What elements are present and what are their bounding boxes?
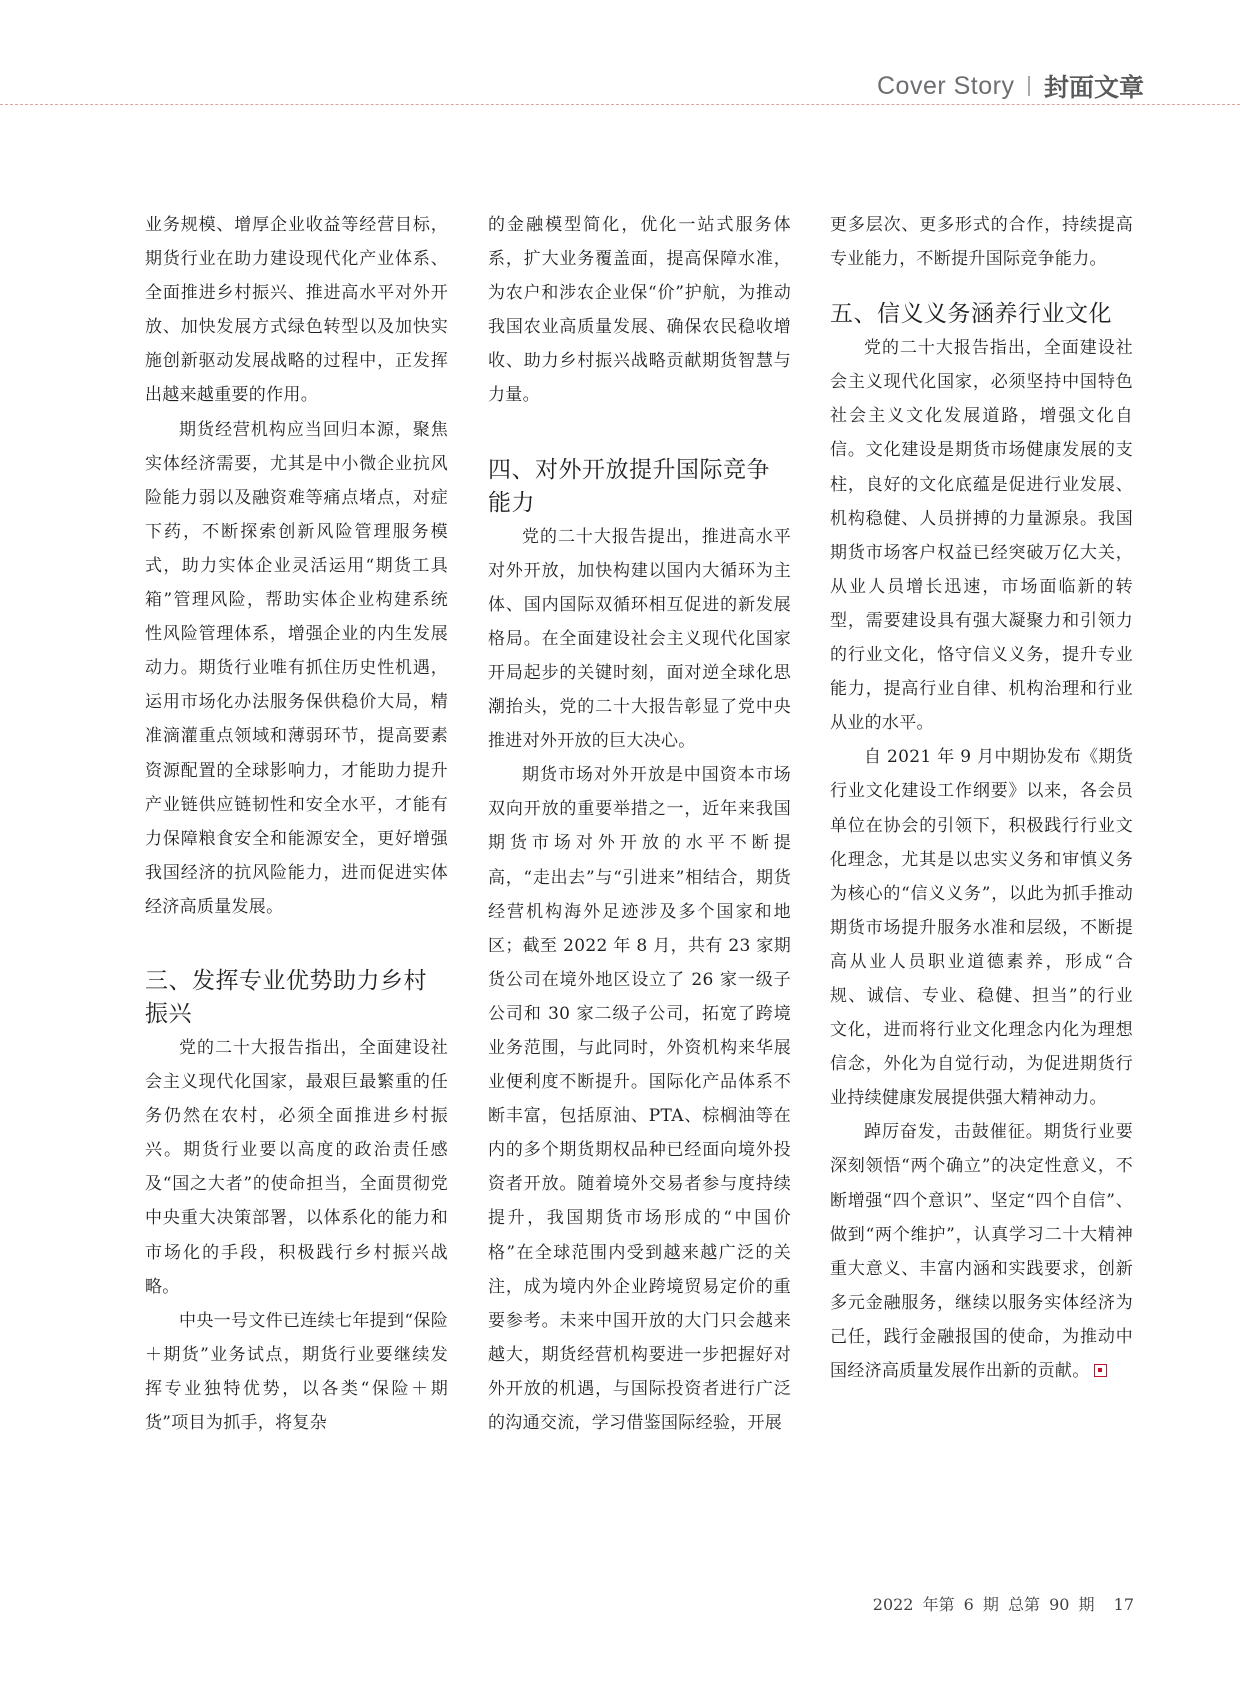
section-heading-4: 四、对外开放提升国际竞争能力 xyxy=(488,456,770,516)
section-heading-3: 三、发挥专业优势助力乡村振兴 xyxy=(145,967,427,1027)
section-label-en: Cover Story xyxy=(877,71,1015,100)
paragraph: 期货市场对外开放是中国资本市场双向开放的重要举措之一，近年来我国期货市场对外开放的水平不断提高，“走出去”与“引进来”相结合，期货经营机构海外足迹涉及多个国家和地区；截至 2022 年 8 月，共有 23 家期货公司在境外地区设立了 26 家一级子公司和 30 家二级子公司，拓宽了跨境业务范围，与此同时，外资机构来华展业便利度不断提升。国际化产品体系不断丰富，包括原油、PTA、棕榈油等在内的多个期货期权品种已经面向境外投资者开放。随着境外交易者参与度持续提升，我国期货市场形成的“中国价格”在全球范围内受到越来越广泛的关注，成为境内外企业跨境贸易定价的重要参考。未来中国开放的大门只会越来越大，期货经营机构要进一步把握好对外开放的机遇，与国际投资者进行广泛的沟通交流，学习借鉴国际经验，开展 xyxy=(488,765,791,1433)
paragraph: 业务规模、增厚企业收益等经营目标，期货行业在助力建设现代化产业体系、全面推进乡村振兴、推进高水平对外开放、加快发展方式绿色转型以及加快实施创新驱动发展战略的过程中，正发挥出越来越重要的作用。 xyxy=(145,215,448,406)
paragraph: 的金融模型简化，优化一站式服务体系，扩大业务覆盖面，提高保障水准，为农户和涉农企业保“价”护航，为推动我国农业高质量发展、确保农民稳收增收、助力乡村振兴战略贡献期货智慧与力量。 xyxy=(488,215,791,406)
page-number: 17 xyxy=(1113,1595,1134,1614)
paragraph: 期货经营机构应当回归本源，聚焦实体经济需要，尤其是中小微企业抗风险能力弱以及融资难等痛点堵点，对症下药，不断探索创新风险管理服务模式，助力实体企业灵活运用“期货工具箱”管理风险，帮助实体企业构建系统性风险管理体系，增强企业的内生发展动力。期货行业唯有抓住历史性机遇，运用市场化办法服务保供稳价大局，精准滴灌重点领域和薄弱环节，提高要素资源配置的全球影响力，才能助力提升产业链供应链韧性和安全水平，才能有力保障粮食安全和能源安全，更好增强我国经济的抗风险能力，进而促进实体经济高质量发展。 xyxy=(145,419,448,917)
section-label-zh: 封面文章 xyxy=(1043,73,1144,102)
text-column-2 xyxy=(488,208,791,1440)
paragraph: 党的二十大报告提出，推进高水平对外开放，加快构建以国内大循环为主体、国内国际双循环相互促进的新发展格局。在全面建设社会主义现代化国家开局起步的关键时刻，面对逆全球化思潮抬头，党的二十大报告彰显了党中央推进对外开放的巨大决心。 xyxy=(488,526,791,752)
paragraph: 自 2021 年 9 月中期协发布《期货行业文化建设工作纲要》以来，各会员单位在协会的引领下，积极践行行业文化理念，尤其是以忠实义务和审慎义务为核心的“信义义务”，以此为抓手推动期货市场提升服务水准和层级，不断提高从业人员职业道德素养，形成“合规、诚信、专业、稳健、担当”的行业文化，进而将行业文化理念内化为理想信念，外化为自觉行动，为促进期货行业持续健康发展提供强大精神动力。 xyxy=(830,747,1133,1109)
header-dashed-rule xyxy=(0,104,1240,105)
closing-text: 踔厉奋发，击鼓催征。期货行业要深刻领悟“两个确立”的决定性意义，不断增强“四个意识”、坚定“四个自信”、做到“两个维护”，认真学习二十大精神重大意义、丰富内涵和实践要求，创新多元金融服务，继续以服务实体经济为己任，践行金融报国的使命，为推动中国经济高质量发展作出新的贡献。 xyxy=(830,1122,1133,1381)
paragraph: 党的二十大报告指出，全面建设社会主义现代化国家，最艰巨最繁重的任务仍然在农村，必须全面推进乡村振兴。期货行业要以高度的政治责任感及“国之大者”的使命担当，全面贯彻党中央重大决策部署，以体系化的能力和市场化的手段，积极践行乡村振兴战略。 xyxy=(145,1037,448,1297)
issue-info: 2022 年第 6 期 总第 90 期 xyxy=(872,1595,1095,1614)
paragraph: 更多层次、更多形式的合作，持续提高专业能力，不断提升国际竞争能力。 xyxy=(830,215,1133,270)
paragraph: 中央一号文件已连续七年提到“保险＋期货”业务试点，期货行业要继续发挥专业独特优势，以各类“保险＋期货”项目为抓手，将复杂 xyxy=(145,1310,448,1433)
text-column-1 xyxy=(145,208,448,1440)
section-heading-5: 五、信义义务涵养行业文化 xyxy=(830,301,1112,328)
paragraph: 党的二十大报告指出，全面建设社会主义现代化国家，必须坚持中国特色社会主义文化发展道路，增强文化自信。文化建设是期货市场健康发展的支柱，良好的文化底蕴是促进行业发展、机构稳健、人员拼搏的力量源泉。我国期货市场客户权益已经突破万亿大关，从业人员增长迅速，市场面临新的转型，需要建设具有强大凝聚力和引领力的行业文化，恪守信义义务，提升专业能力，提高行业自律、机构治理和行业从业的水平。 xyxy=(830,338,1133,734)
running-header xyxy=(877,68,1144,104)
header-divider xyxy=(1028,76,1030,96)
paragraph-last xyxy=(830,1115,1133,1388)
text-column-3 xyxy=(830,208,1133,1388)
end-of-article-icon xyxy=(1094,1364,1107,1377)
page-footer xyxy=(873,1592,1134,1615)
